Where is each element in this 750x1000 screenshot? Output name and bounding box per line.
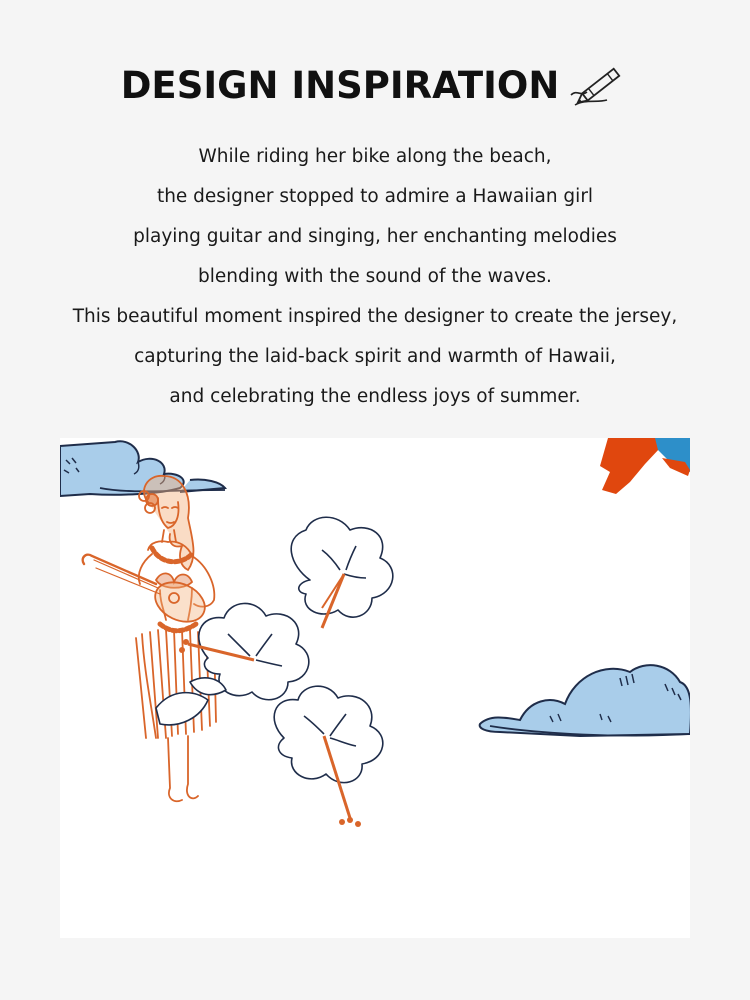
page-title: DESIGN INSPIRATION <box>120 63 560 107</box>
paint-strokes <box>600 438 690 494</box>
description-line: playing guitar and singing, her enchanting melodies <box>133 226 617 247</box>
description-text <box>0 137 750 417</box>
pen-writing-icon <box>567 59 629 111</box>
cloud-top-left <box>60 441 225 496</box>
inspiration-illustration <box>60 438 690 938</box>
description-line: and celebrating the endless joys of summer. <box>169 386 581 407</box>
hula-girl-with-ukulele <box>83 476 216 801</box>
description-line: This beautiful moment inspired the designer to create the jersey, <box>72 306 678 327</box>
illustration-canvas <box>60 438 690 938</box>
title-row <box>0 55 750 115</box>
description-line: blending with the sound of the waves. <box>198 266 552 287</box>
description-line: capturing the laid-back spirit and warmth of Hawaii, <box>134 346 616 367</box>
description-line: the designer stopped to admire a Hawaiian girl <box>156 186 594 207</box>
description-line: While riding her bike along the beach, <box>198 146 552 167</box>
cloud-right <box>480 665 690 736</box>
